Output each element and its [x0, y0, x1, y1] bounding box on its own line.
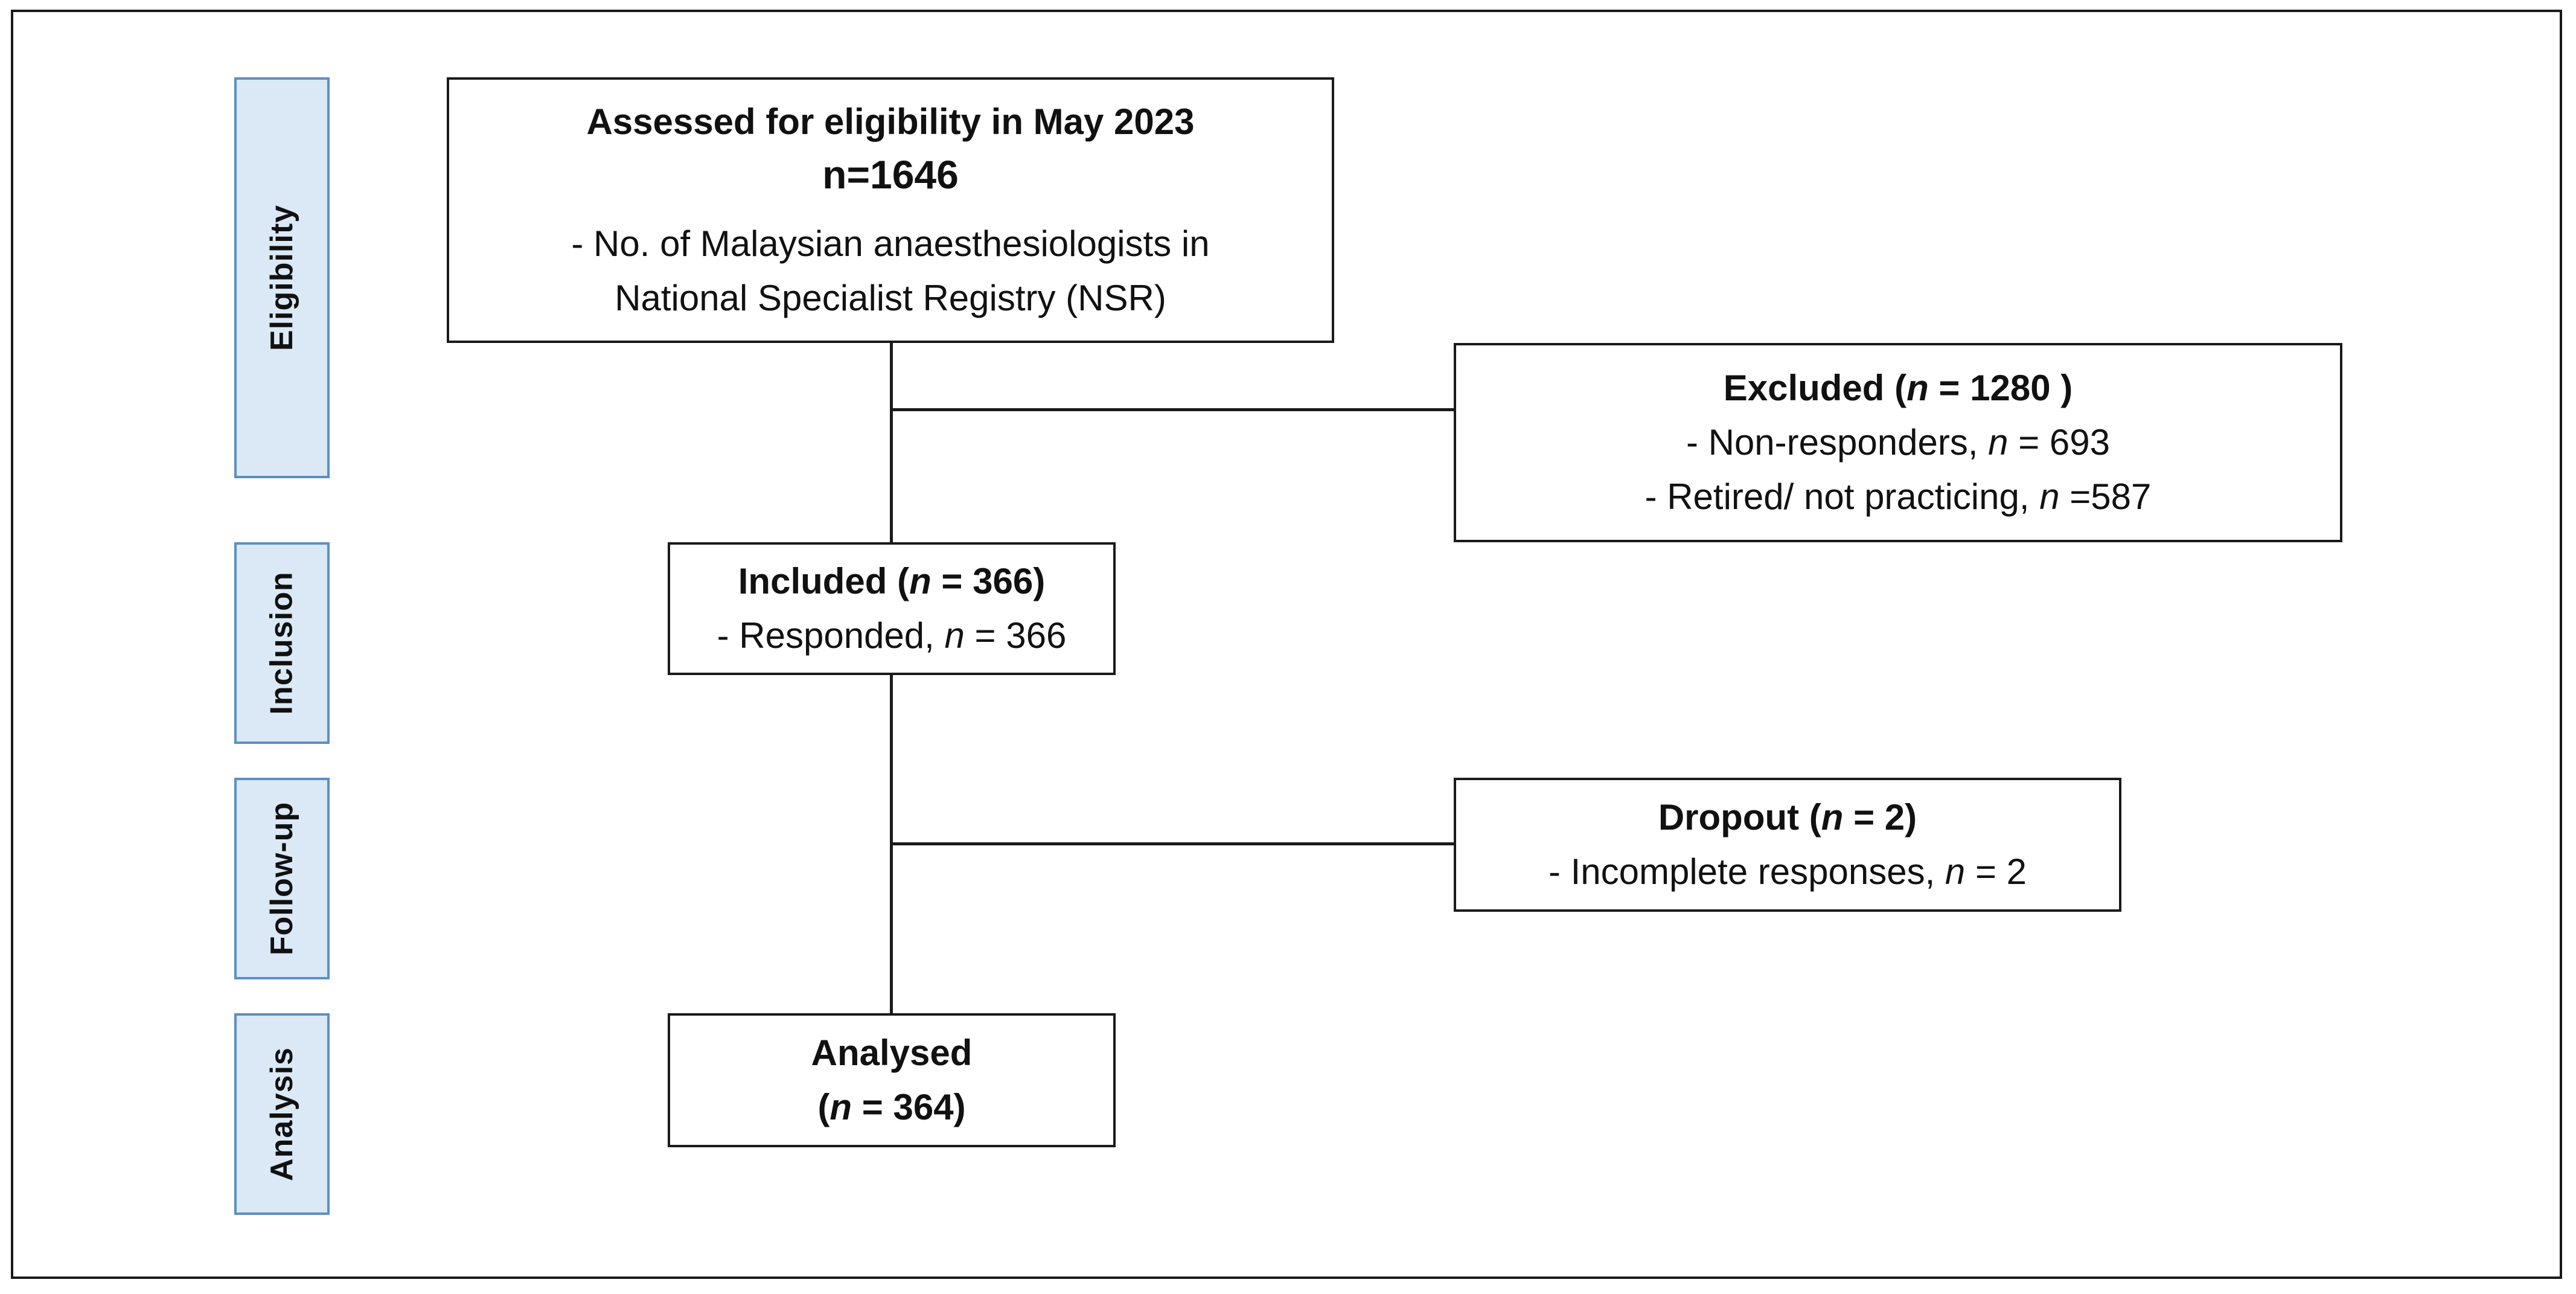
dropout-title — [1658, 790, 1917, 845]
excluded-n-symbol: n — [1906, 368, 1929, 408]
analysed-count — [817, 1080, 965, 1135]
dropout-item1-prefix: - Incomplete responses, — [1548, 851, 1945, 892]
stage-analysis-label: Analysis — [264, 1047, 300, 1181]
included-title-prefix: Included ( — [738, 561, 910, 601]
included-box — [668, 542, 1116, 675]
analysed-count-suffix: = 364) — [852, 1087, 966, 1127]
included-n-symbol: n — [909, 561, 932, 601]
excluded-item-retired — [1645, 470, 2152, 524]
included-item1-n: n — [944, 615, 965, 656]
assessed-title: Assessed for eligibility in May 2023 — [586, 101, 1195, 143]
excluded-item1-prefix: - Non-responders, — [1686, 422, 1989, 463]
included-title — [738, 554, 1045, 609]
connector-to-dropout — [890, 842, 1454, 845]
excluded-title-prefix: Excluded ( — [1723, 368, 1907, 408]
stage-inclusion — [234, 542, 330, 744]
excluded-item2-prefix: - Retired/ not practicing, — [1644, 476, 2040, 517]
stage-eligibility-label: Eligibility — [264, 204, 300, 351]
dropout-item1-n: n — [1945, 851, 1966, 892]
excluded-box — [1454, 343, 2342, 542]
analysed-n-symbol: n — [829, 1087, 852, 1127]
dropout-item-incomplete — [1548, 845, 2027, 899]
connector-to-excluded — [890, 408, 1454, 411]
dropout-n-symbol: n — [1821, 797, 1844, 838]
assessed-detail-line2: National Specialist Registry (NSR) — [615, 277, 1166, 318]
excluded-title — [1724, 361, 2073, 415]
analysed-box — [668, 1013, 1116, 1147]
assessed-detail-line1: - No. of Malaysian anaesthesiologists in — [571, 223, 1210, 264]
stage-analysis — [234, 1013, 330, 1215]
excluded-title-suffix: = 1280 ) — [1928, 368, 2073, 408]
stage-follow-up — [234, 778, 330, 979]
stage-eligibility — [234, 77, 330, 478]
included-item-responded — [717, 609, 1067, 663]
excluded-item1-suffix: = 693 — [2008, 422, 2111, 463]
analysed-title: Analysed — [811, 1033, 973, 1073]
dropout-item1-suffix: = 2 — [1965, 851, 2027, 892]
dropout-box — [1454, 778, 2121, 912]
assessed-count: n=1646 — [822, 152, 959, 197]
dropout-title-suffix: = 2) — [1843, 797, 1917, 838]
excluded-item-non-responders — [1686, 415, 2110, 470]
included-item1-prefix: - Responded, — [717, 615, 945, 656]
excluded-item2-suffix: =587 — [2059, 476, 2152, 517]
analysed-count-prefix: ( — [817, 1087, 830, 1127]
excluded-item2-n: n — [2039, 476, 2060, 517]
stage-follow-up-label: Follow-up — [264, 801, 300, 956]
stage-inclusion-label: Inclusion — [264, 571, 299, 715]
included-item1-suffix: = 366 — [964, 615, 1067, 656]
connector-assessed-to-included — [890, 343, 893, 542]
included-title-suffix: = 366) — [931, 561, 1046, 601]
dropout-title-prefix: Dropout ( — [1658, 797, 1821, 838]
excluded-item1-n: n — [1988, 422, 2009, 463]
assessed-box — [447, 77, 1334, 343]
